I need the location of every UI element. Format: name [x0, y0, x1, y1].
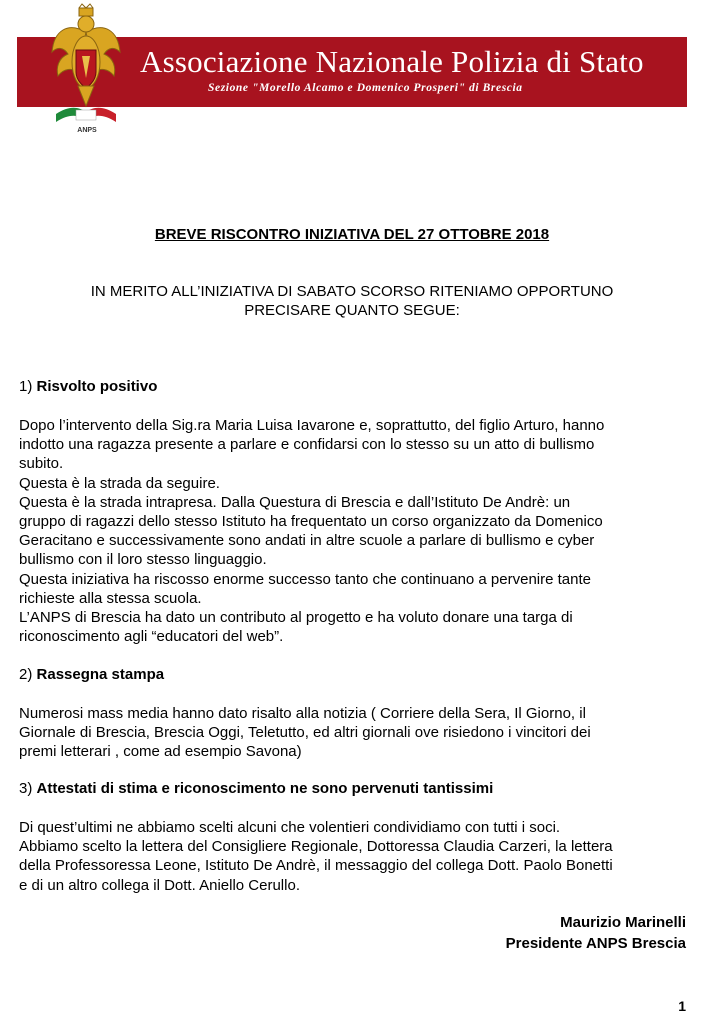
paragraph-line: della Professoressa Leone, Istituto De Andrè, il messaggio del collega Dott. Paolo Bonetti — [19, 857, 613, 875]
logo-label: ANPS — [77, 127, 97, 134]
section-body-3 — [19, 818, 709, 895]
paragraph-line: Dopo l’intervento della Sig.ra Maria Luisa Iavarone e, soprattutto, del figlio Arturo, hanno — [19, 417, 605, 434]
paragraph-line: bullismo con il loro stesso linguaggio. — [19, 551, 267, 569]
section-number: 2) — [19, 666, 33, 683]
section-name: Sezione "Morello Alcamo e Domenico Prosperi" di Brescia — [208, 82, 523, 94]
intro-line: PRECISARE QUANTO SEGUE: — [244, 302, 460, 319]
section-title: Attestati di stima e riconoscimento ne sono pervenuti tantissimi — [36, 780, 494, 797]
page-number: 1 — [678, 998, 686, 1014]
signature-role: Presidente ANPS Brescia — [505, 935, 686, 952]
paragraph-line: Abbiamo scelto la lettera del Consigliere Regionale, Dottoressa Claudia Carzeri, la lettera — [19, 838, 613, 856]
paragraph-line: e di un altro collega il Dott. Aniello Cerullo. — [19, 876, 300, 894]
section-title: Rassegna stampa — [36, 666, 165, 683]
paragraph-line: Numerosi mass media hanno dato risalto alla notizia ( Corriere della Sera, Il Giorno, il — [19, 705, 586, 722]
document-title: BREVE RISCONTRO INIZIATIVA DEL 27 OTTOBRE 2018 — [154, 226, 550, 243]
section-number: 3) — [19, 780, 33, 797]
paragraph-line: subito. — [19, 455, 64, 473]
paragraph-line: Questa iniziativa ha riscosso enorme successo tanto che continuano a pervenire tante — [19, 570, 591, 588]
paragraph-line: riconoscimento agli “educatori del web”. — [19, 628, 284, 646]
section-title: Risvolto positivo — [36, 378, 158, 395]
section-number: 1) — [19, 378, 33, 395]
anps-emblem-icon — [48, 2, 124, 138]
paragraph-line: indotto una ragazza presente a parlare e confidarsi con lo stesso su un atto di bullismo — [19, 436, 595, 454]
paragraph-line: premi letterari , come ad esempio Savona) — [19, 743, 302, 761]
signature-name: Maurizio Marinelli — [560, 914, 686, 931]
paragraph-line: Giornale di Brescia, Brescia Oggi, Teletutto, ed altri giornali ove risiedono i vincitori dei — [19, 724, 591, 742]
organization-name: Associazione Nazionale Polizia di Stato — [140, 44, 644, 79]
section-heading-2 — [19, 666, 164, 683]
section-heading-1 — [19, 378, 157, 395]
section-body-1 — [19, 416, 709, 646]
paragraph-line: gruppo di ragazzi dello stesso Istituto ha frequentato un corso organizzato da Domenico — [19, 513, 603, 531]
paragraph-line: Questa è la strada da seguire. — [19, 474, 220, 492]
section-body-2 — [19, 704, 709, 762]
section-heading-3 — [19, 780, 493, 797]
paragraph-line: L’ANPS di Brescia ha dato un contributo al progetto e ha voluto donare una targa di — [19, 609, 573, 627]
intro-text — [40, 282, 664, 320]
signature-block — [506, 912, 686, 954]
paragraph-line: Questa è la strada intrapresa. Dalla Questura di Brescia e dall’Istituto De Andrè: un — [19, 493, 571, 511]
paragraph-line: richieste alla stessa scuola. — [19, 589, 202, 607]
paragraph-line: Di quest’ultimi ne abbiamo scelti alcuni che volentieri condividiamo con tutti i soci. — [19, 819, 561, 836]
intro-line: IN MERITO ALL’INIZIATIVA DI SABATO SCORSO RITENIAMO OPPORTUNO — [90, 283, 614, 300]
paragraph-line: Geracitano e successivamente sono andati in altre scuole a parlare di bullismo e cyber — [19, 532, 595, 550]
